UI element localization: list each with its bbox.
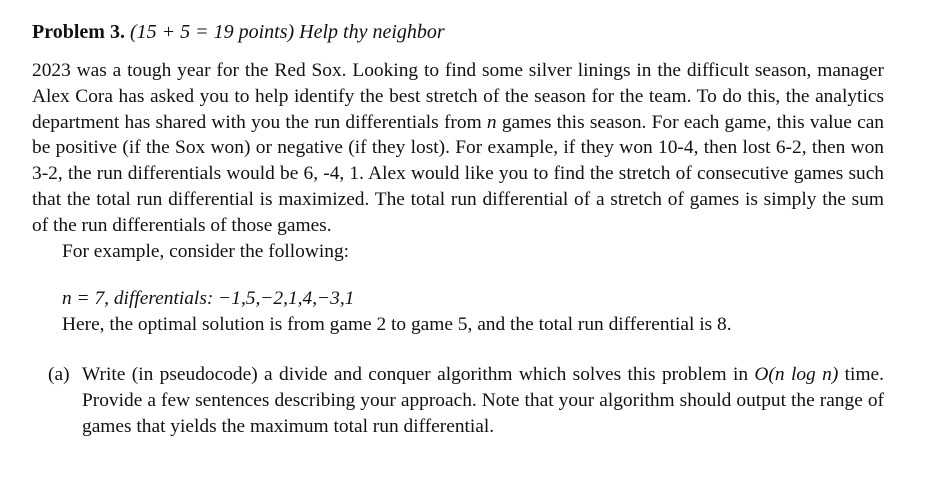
intro-text-2: games this season. For each game, this value can be positive (if the Sox won) or negative (if they lost). For example, if they won 10-4, then lost 6-2, then won 3-2, the run differentials would be 6, -4, 1. Alex would like you to find the stretch of consecutive games such that the total run differential is maximized. The total run differential of a stretch of games is simply the sum of the run differentials of those games. xyxy=(32,111,884,236)
intro-paragraph xyxy=(32,58,884,239)
intro-text-1: 2023 was a tough year for the Red Sox. Looking to find some silver linings in the difficult season, manager Alex Cora has asked you to help identify the best stretch of the season for the team. To do this, the analytics department has shared with you the run differentials from xyxy=(32,60,884,133)
part-a-complexity: O(n log n) xyxy=(754,363,839,385)
part-a-text-2: time. Provide a few sentences describing your approach. Note that your algorithm should output the range of games that yields the maximum total run differential. xyxy=(82,363,884,437)
example-block xyxy=(62,286,884,338)
example-intro: For example, consider the following: xyxy=(62,240,350,262)
example-formula: n = 7, differentials: −1,5,−2,1,4,−3,1 xyxy=(62,288,355,310)
intro-variable-n: n xyxy=(486,111,497,133)
problem-label: Problem 3. xyxy=(32,21,125,43)
part-a-marker: (a) xyxy=(48,363,70,385)
problem-points-title: (15 + 5 = 19 points) Help thy neighbor xyxy=(129,21,445,43)
part-a-text xyxy=(82,362,884,439)
problem-heading xyxy=(32,18,884,46)
part-a xyxy=(48,362,884,439)
example-conclusion: Here, the optimal solution is from game 2 to game 5, and the total run differential is 8. xyxy=(62,314,732,336)
part-a-text-1: Write (in pseudocode) a divide and conquer algorithm which solves this problem in xyxy=(82,363,755,385)
